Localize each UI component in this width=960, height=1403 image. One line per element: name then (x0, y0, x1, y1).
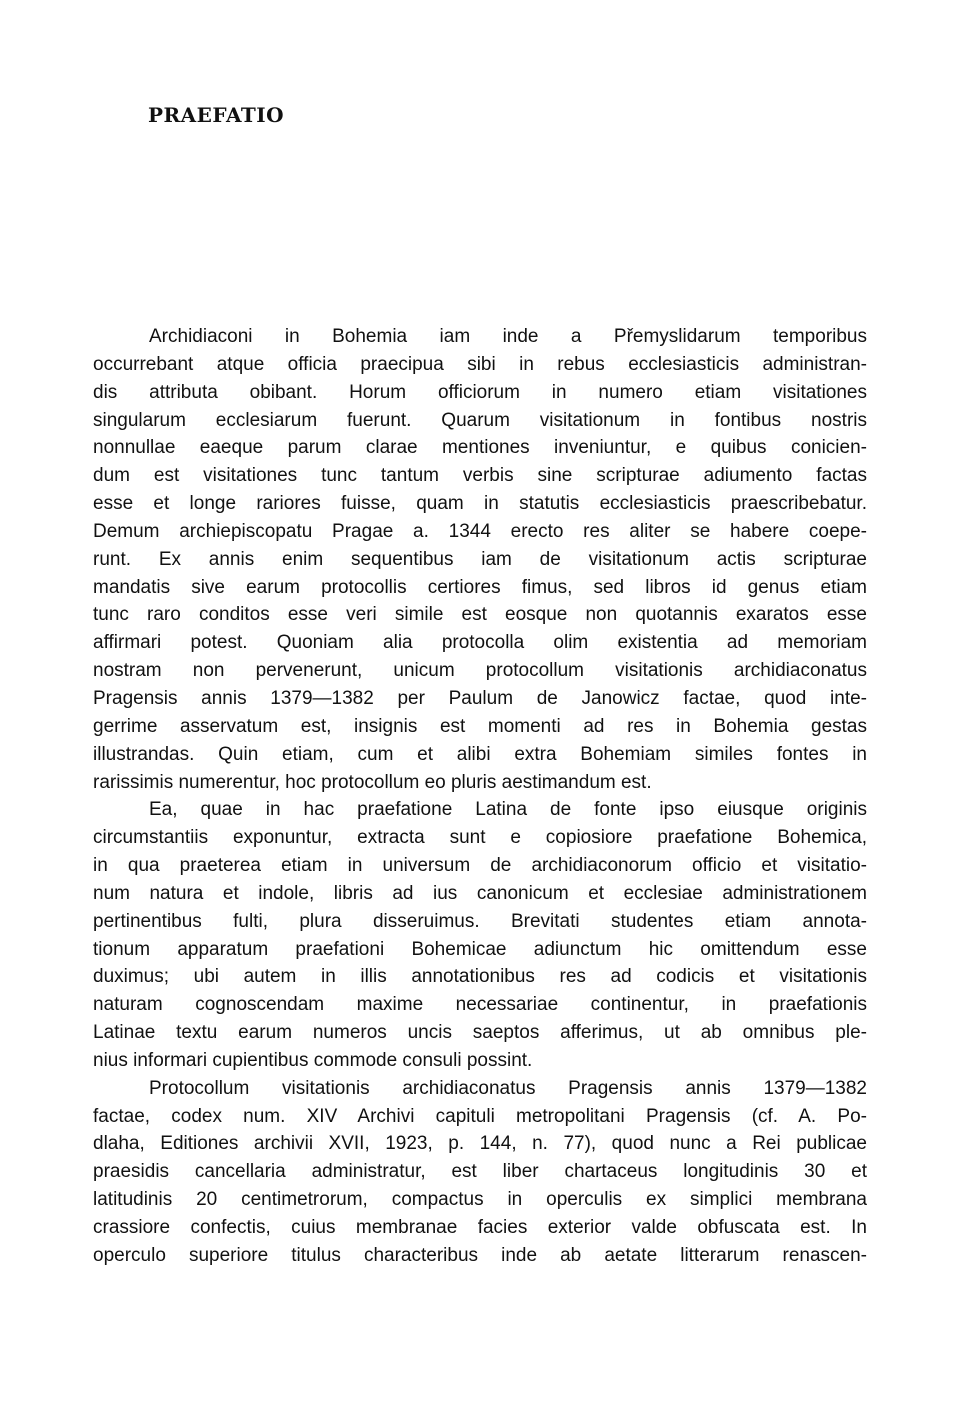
text-line: occurrebant atque officia praecipua sibi in rebus ecclesiasticis administran- (93, 353, 867, 375)
text-line: illustrandas. Quin etiam, cum et alibi extra Bohemiam similes fontes in (93, 743, 867, 765)
text-line: num natura et indole, libris ad ius canonicum et ecclesiae administrationem (93, 882, 867, 904)
text-line: Protocollum visitationis archidiaconatus Pragensis annis 1379—1382 (149, 1077, 867, 1099)
text-line: dlaha, Editiones archivii XVII, 1923, p. 144, n. 77), quod nunc a Rei publicae (93, 1133, 867, 1155)
body-text (93, 323, 867, 1270)
text-line: nostram non pervenerunt, unicum protocollum visitationis archidiaconatus (93, 660, 867, 682)
page-title: PRAEFATIO (148, 103, 285, 127)
text-line: in qua praeterea etiam in universum de archidiaconorum officio et visitatio- (93, 855, 867, 877)
text-line: pertinentibus fulti, plura disseruimus. Brevitati studentes etiam annota- (93, 910, 867, 932)
text-line: esse et longe rariores fuisse, quam in statutis ecclesiasticis praescribebatur. (93, 493, 867, 515)
text-line: dum est visitationes tunc tantum verbis sine scripturae adiumento factas (93, 465, 867, 487)
text-line: dis attributa obibant. Horum officiorum in numero etiam visitationes (93, 381, 867, 403)
text-line: nius informari cupientibus commode consuli possint. (93, 1049, 533, 1071)
text-line: factae, codex num. XIV Archivi capituli metropolitani Pragensis (cf. A. Po- (93, 1105, 867, 1127)
text-line: duximus; ubi autem in illis annotationibus res ad codicis et visitationis (93, 966, 867, 988)
text-line: gerrime asservatum est, insignis est momenti ad res in Bohemia gestas (93, 715, 867, 737)
text-line: crassiore confectis, cuius membranae facies exterior valde obfuscata est. In (93, 1217, 867, 1238)
text-line: circumstantiis exponuntur, extracta sunt e copiosiore praefatione Bohemica, (93, 827, 867, 849)
text-line: Ea, quae in hac praefatione Latina de fonte ipso eiusque originis (149, 799, 867, 821)
text-line: Pragensis annis 1379—1382 per Paulum de Janowicz factae, quod inte- (93, 687, 867, 709)
text-line: tionum apparatum praefationi Bohemicae adiunctum hic omittendum esse (93, 938, 867, 960)
text-line: naturam cognoscendam maxime necessariae continentur, in praefationis (93, 994, 867, 1016)
text-line: mandatis sive earum protocollis certiores fimus, sed libros id genus etiam (93, 576, 867, 598)
text-line: singularum ecclesiarum fuerunt. Quarum visitationum in fontibus nostris (93, 409, 867, 431)
text-line: rarissimis numerentur, hoc protocollum eo pluris aestimandum est. (93, 771, 652, 793)
text-line: Demum archiepiscopatu Pragae a. 1344 erecto res aliter se habere coepe- (93, 520, 867, 542)
text-line: Archidiaconi in Bohemia iam inde a Přemyslidarum temporibus (149, 326, 867, 347)
text-line: tunc raro conditos esse veri simile est eosque non quotannis exaratos esse (93, 604, 867, 626)
text-line: affirmari potest. Quoniam alia protocolla olim existentia ad memoriam (93, 632, 867, 654)
text-line: runt. Ex annis enim sequentibus iam de visitationum actis scripturae (93, 548, 867, 570)
text-line: nonnullae eaeque parum clarae mentiones inveniuntur, e quibus conicien- (93, 437, 867, 459)
text-line: operculo superiore titulus characteribus inde ab aetate litterarum renascen- (93, 1244, 867, 1266)
text-line: latitudinis 20 centimetrorum, compactus in operculis ex simplici membrana (93, 1189, 867, 1211)
text-line: praesidis cancellaria administratur, est liber chartaceus longitudinis 30 et (93, 1161, 867, 1183)
text-line: Latinae textu earum numeros uncis saeptos afferimus, ut ab omnibus ple- (93, 1022, 867, 1044)
